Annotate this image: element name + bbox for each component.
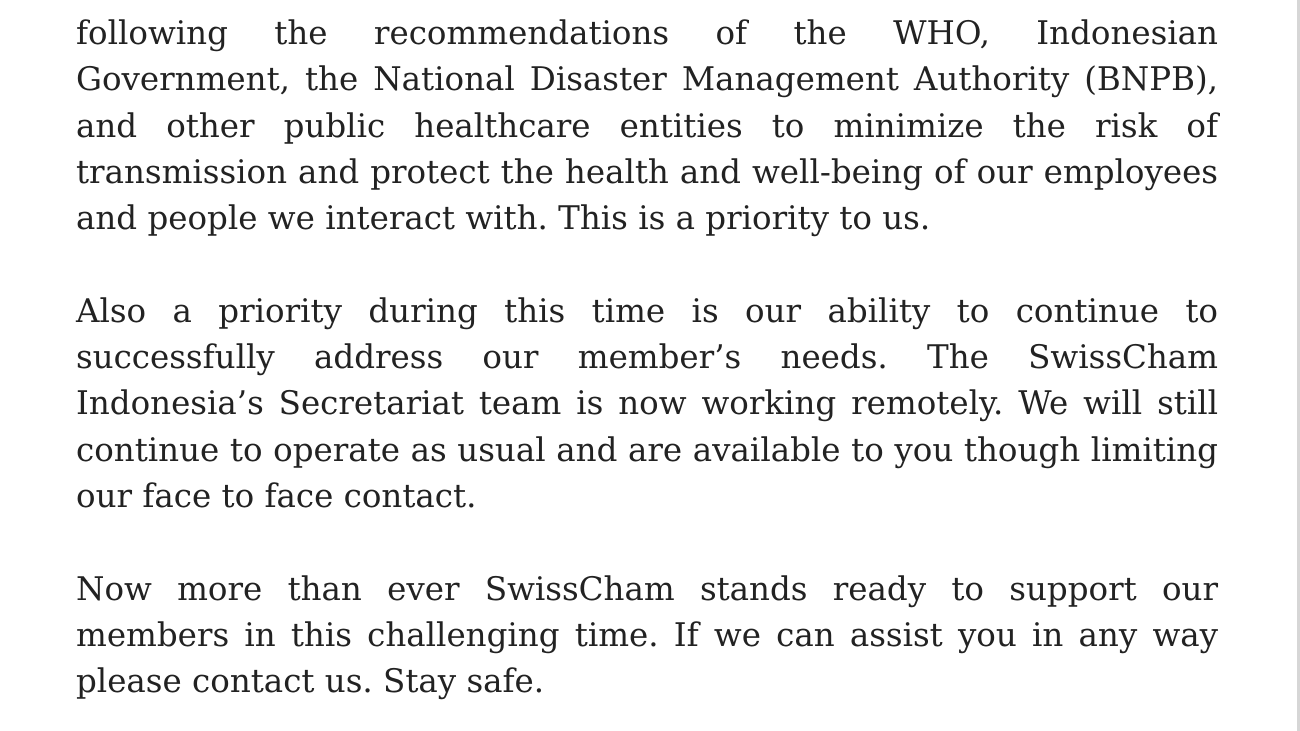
paragraph-health-measures: following the recommendations of the WHO, Indonesian Government, the National Disaster Management Authority (BNPB), and other public healthcare entities to minimize the risk of transmission and protect the health and well-being of our employees and people we interact with. This is a priority to us. (76, 14, 1218, 238)
paragraph-remote-work: Also a priority during this time is our ability to continue to successfully address our member’s needs. The SwissCham Indonesia’s Secretariat team is now working remotely. We will still continue to operate as usual and are available to you though limiting our face to face contact. (76, 291, 1218, 515)
paragraph-support: Now more than ever SwissCham stands ready to support our members in this challenging time. If we can assist you in any way please contact us. Stay safe. (76, 569, 1218, 701)
article-body (76, 10, 1218, 704)
